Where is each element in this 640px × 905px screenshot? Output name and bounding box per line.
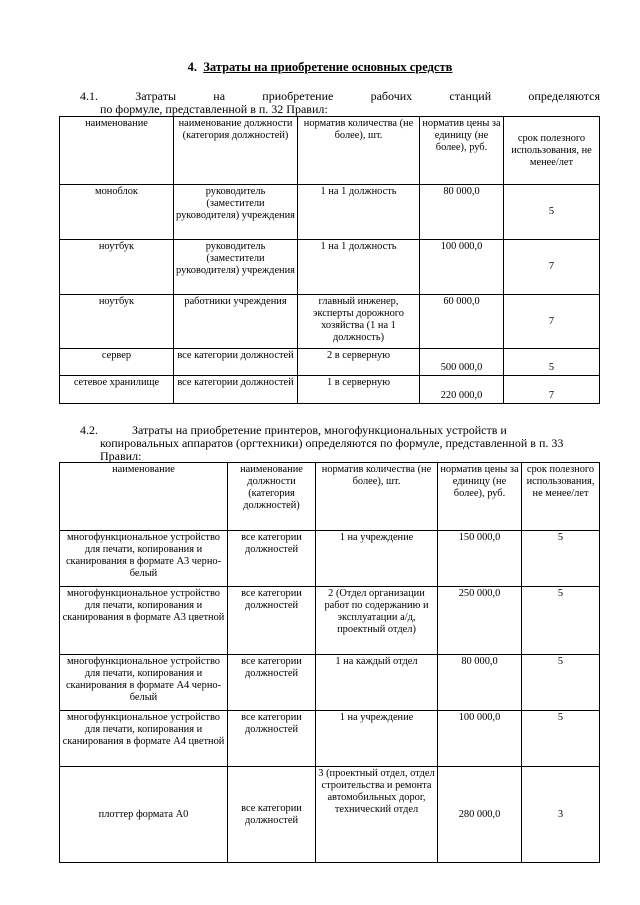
cell-price: 500 000,0 — [420, 349, 504, 376]
p42-number: 4.2. — [80, 423, 98, 437]
table-row — [60, 240, 600, 295]
header-cell: норматив цены за единицу (не более), руб. — [438, 463, 522, 531]
cell-price: 100 000,0 — [438, 711, 522, 767]
cell-quantity: главный инженер, эксперты дорожного хозяйства (1 на 1 должность) — [298, 295, 420, 349]
header-cell: наименование — [60, 463, 228, 531]
cell-term: 7 — [504, 240, 600, 295]
cell-name: плоттер формата А0 — [60, 767, 228, 863]
header-cell: норматив количества (не более), шт. — [298, 117, 420, 185]
cell-quantity: 1 на учреждение — [316, 711, 438, 767]
office-equipment-table — [59, 462, 600, 863]
table-row — [60, 295, 600, 349]
p42-rest: копировальных аппаратов (оргтехники) определяются по формуле, представленной в п. 33 Правил: — [100, 436, 564, 463]
p41-word: приобретение — [262, 89, 334, 103]
cell-name: многофункциональное устройство для печати, копирования и сканирования в формате А3 черно-белый — [60, 531, 228, 587]
cell-position: все категории должностей — [228, 767, 316, 863]
section-title: Затраты на приобретение основных средств — [203, 60, 453, 74]
cell-term: 7 — [504, 295, 600, 349]
cell-name: сетевое хранилище — [60, 376, 174, 404]
table-header-row — [60, 463, 600, 531]
section-number: 4. — [187, 60, 198, 74]
cell-term: 5 — [504, 185, 600, 240]
table-row — [60, 711, 600, 767]
cell-position: руководитель (заместители руководителя) учреждения — [174, 240, 298, 295]
table-row — [60, 185, 600, 240]
cell-position: все категории должностей — [228, 531, 316, 587]
cell-price: 80 000,0 — [438, 655, 522, 711]
p41-word: рабочих — [370, 89, 413, 103]
table-row — [60, 655, 600, 711]
table-row — [60, 587, 600, 655]
cell-term: 5 — [522, 531, 600, 587]
table-row — [60, 531, 600, 587]
table-row — [60, 349, 600, 376]
cell-position: все категории должностей — [174, 376, 298, 404]
cell-quantity: 3 (проектный отдел, отдел строительства и ремонта автомобильных дорог, технический отдел — [316, 767, 438, 863]
cell-price: 250 000,0 — [438, 587, 522, 655]
cell-name: моноблок — [60, 185, 174, 240]
cell-term: 5 — [522, 655, 600, 711]
cell-position: все категории должностей — [228, 655, 316, 711]
table-header-row — [60, 117, 600, 185]
cell-price: 100 000,0 — [420, 240, 504, 295]
cell-quantity: 2 (Отдел организации работ по содержанию и эксплуатации а/д, проектный отдел) — [316, 587, 438, 655]
cell-name: ноутбук — [60, 240, 174, 295]
cell-name: многофункциональное устройство для печати, копирования и сканирования в формате А3 цветной — [60, 587, 228, 655]
cell-price: 60 000,0 — [420, 295, 504, 349]
table-row — [60, 376, 600, 404]
p41-word: определяются — [528, 89, 600, 103]
cell-quantity: 1 на каждый отдел — [316, 655, 438, 711]
cell-price: 220 000,0 — [420, 376, 504, 404]
cell-term: 5 — [504, 349, 600, 376]
cell-name: многофункциональное устройство для печати, копирования и сканирования в формате А4 цветной — [60, 711, 228, 767]
workstations-table — [59, 116, 600, 404]
header-cell: норматив количества (не более), шт. — [316, 463, 438, 531]
cell-position: руководитель (заместители руководителя) учреждения — [174, 185, 298, 240]
header-cell: наименование — [60, 117, 174, 185]
p41-word: Затраты — [135, 89, 177, 103]
p41-word: на — [213, 89, 226, 103]
cell-quantity: 1 в серверную — [298, 376, 420, 404]
cell-price: 150 000,0 — [438, 531, 522, 587]
cell-position: работники учреждения — [174, 295, 298, 349]
header-cell: наименование должности (категория должностей) — [228, 463, 316, 531]
cell-term: 3 — [522, 767, 600, 863]
cell-name: сервер — [60, 349, 174, 376]
cell-price: 80 000,0 — [420, 185, 504, 240]
header-cell: норматив цены за единицу (не более), руб. — [420, 117, 504, 185]
cell-name: ноутбук — [60, 295, 174, 349]
section-heading — [0, 60, 640, 75]
cell-price: 280 000,0 — [438, 767, 522, 863]
cell-position: все категории должностей — [228, 587, 316, 655]
cell-position: все категории должностей — [228, 711, 316, 767]
p41-word: 4.1. — [80, 89, 98, 103]
cell-quantity: 1 на учреждение — [316, 531, 438, 587]
paragraph-4-2 — [80, 424, 600, 463]
p42-line1: Затраты на приобретение принтеров, многофункциональных устройств и — [132, 423, 507, 437]
cell-term: 5 — [522, 711, 600, 767]
cell-quantity: 2 в серверную — [298, 349, 420, 376]
header-cell: срок полезного использования, не менее/лет — [522, 463, 600, 531]
p41-word: станций — [449, 89, 492, 103]
header-cell: срок полезного использования, не менее/лет — [504, 117, 600, 185]
cell-quantity: 1 на 1 должность — [298, 240, 420, 295]
table-row — [60, 767, 600, 863]
p41-line2: по формуле, представленной в п. 32 Правил: — [100, 102, 328, 116]
header-cell: наименование должности (категория должностей) — [174, 117, 298, 185]
paragraph-4-1 — [80, 90, 600, 116]
cell-name: многофункциональное устройство для печати, копирования и сканирования в формате А4 черно-белый — [60, 655, 228, 711]
cell-term: 5 — [522, 587, 600, 655]
cell-term: 7 — [504, 376, 600, 404]
cell-position: все категории должностей — [174, 349, 298, 376]
cell-quantity: 1 на 1 должность — [298, 185, 420, 240]
